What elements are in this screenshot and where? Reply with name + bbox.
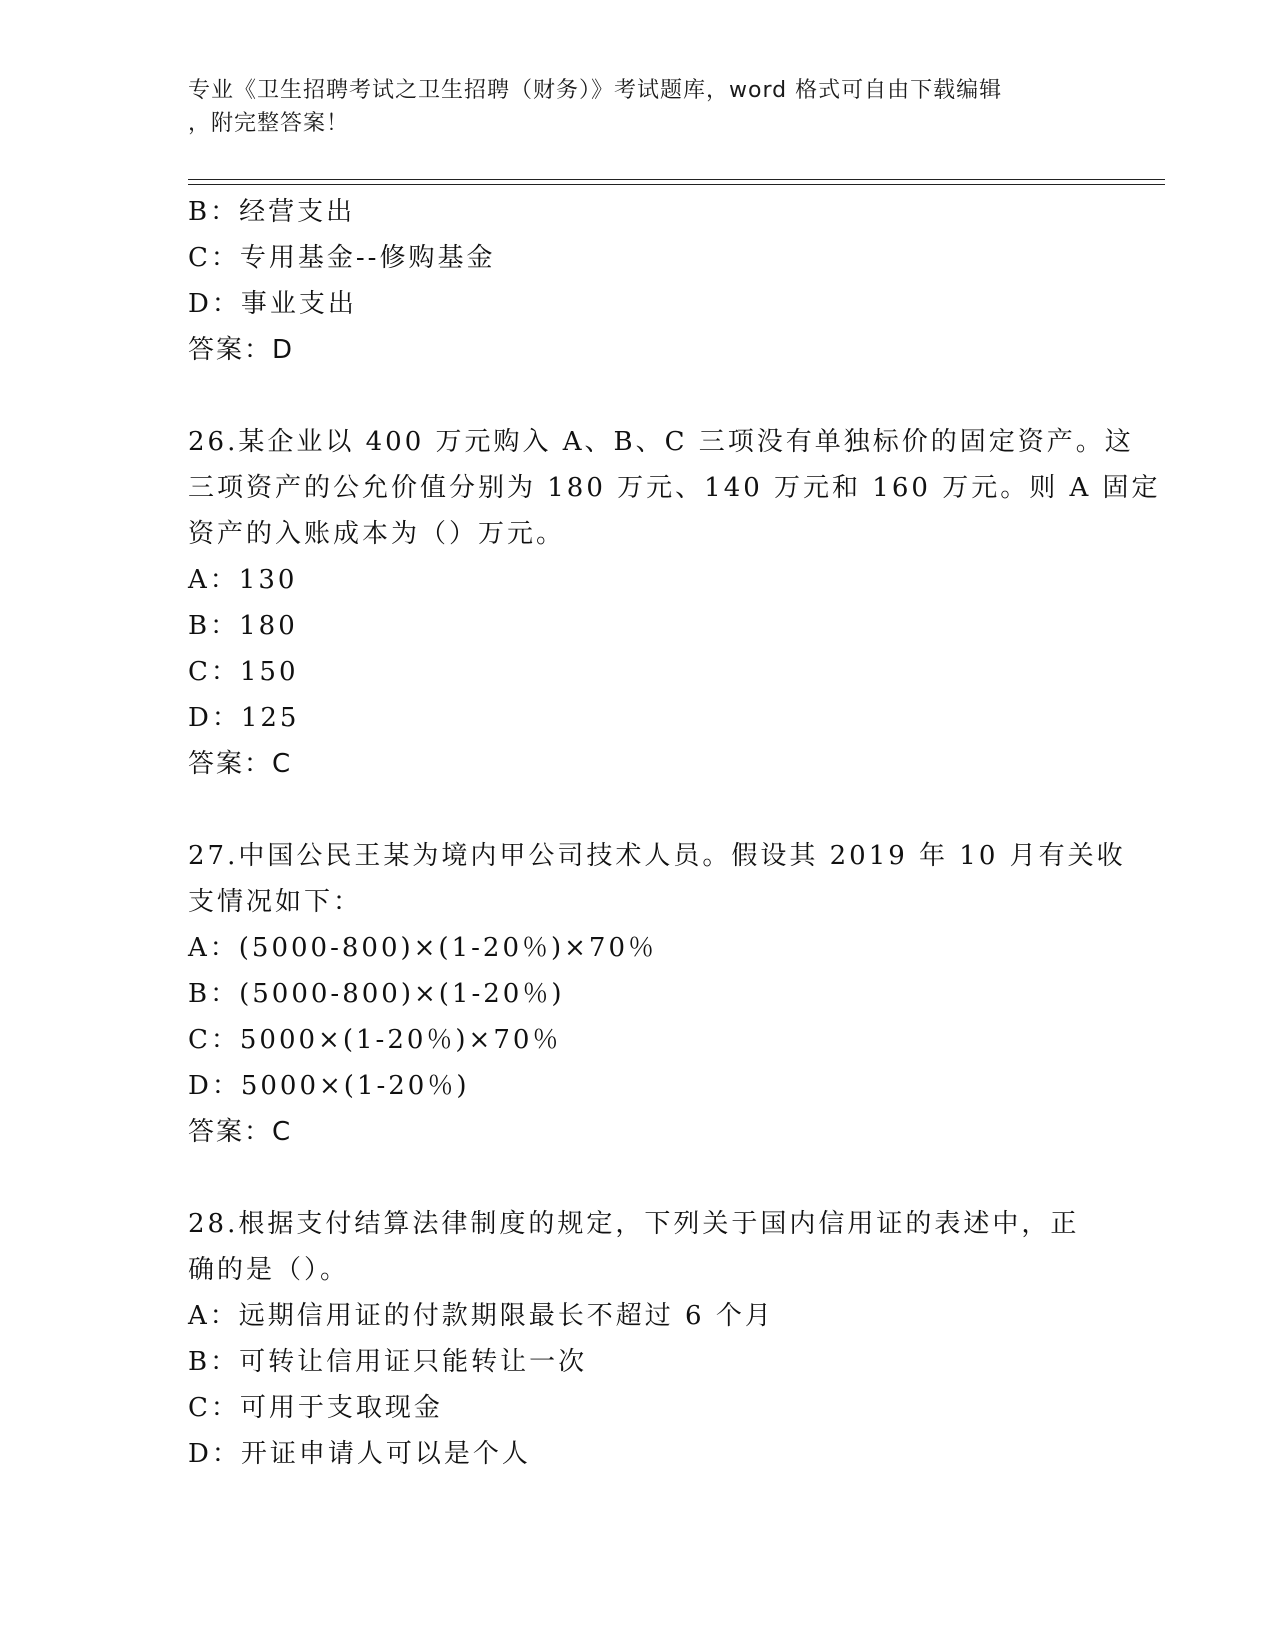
option-b: B：经营支出 [188,197,356,227]
option-a: A：远期信用证的付款期限最长不超过 6 个月 [188,1301,774,1331]
answer: 答案：C [188,749,293,779]
option-d: D：开证申请人可以是个人 [188,1439,531,1469]
question-stem: 支情况如下： [188,887,363,917]
option-d: D：125 [188,703,300,733]
option-d: D：事业支出 [188,289,357,319]
question-list [188,189,1161,1477]
question-28 [188,1201,1088,1477]
header-line-2: ，附完整答案！ [188,111,350,136]
question-26 [188,419,1161,787]
question-stem: 26.某企业以 400 万元购入 A、B、C 三项没有单独标价的固定资产。这 [188,427,1134,457]
page-header [188,74,1088,140]
header-line-1: 专业《卫生招聘考试之卫生招聘（财务）》考试题库，word 格式可自由下载编辑 [188,78,1003,103]
answer: 答案：C [188,1117,293,1147]
header-rule-bottom [188,184,1165,185]
option-b: B：可转让信用证只能转让一次 [188,1347,588,1377]
option-a: A：130 [188,565,298,595]
spacer [188,1155,1088,1201]
question-27 [188,833,1126,1155]
question-stem: 资产的入账成本为（）万元。 [188,519,566,549]
option-a: A：(5000-800)×(1-20％)×70％ [188,933,657,963]
question-stem: 27.中国公民王某为境内甲公司技术人员。假设其 2019 年 10 月有关收 [188,841,1126,871]
question-stem: 28.根据支付结算法律制度的规定，下列关于国内信用证的表述中，正 [188,1209,1080,1239]
spacer [188,373,1088,419]
answer: 答案：D [188,335,295,365]
option-b: B：180 [188,611,298,641]
option-c: C：5000×(1-20％)×70％ [188,1025,562,1055]
option-d: D：5000×(1-20％) [188,1071,470,1101]
option-c: C：专用基金--修购基金 [188,243,496,273]
option-c: C：150 [188,657,299,687]
question-25 [188,189,1088,373]
option-b: B：(5000-800)×(1-20％) [188,979,565,1009]
question-stem: 确的是（）。 [188,1255,350,1285]
option-c: C：可用于支取现金 [188,1393,443,1423]
header-rule-top [188,179,1165,180]
spacer [188,787,1088,833]
question-stem: 三项资产的公允价值分别为 180 万元、140 万元和 160 万元。则 A 固定 [188,473,1161,503]
